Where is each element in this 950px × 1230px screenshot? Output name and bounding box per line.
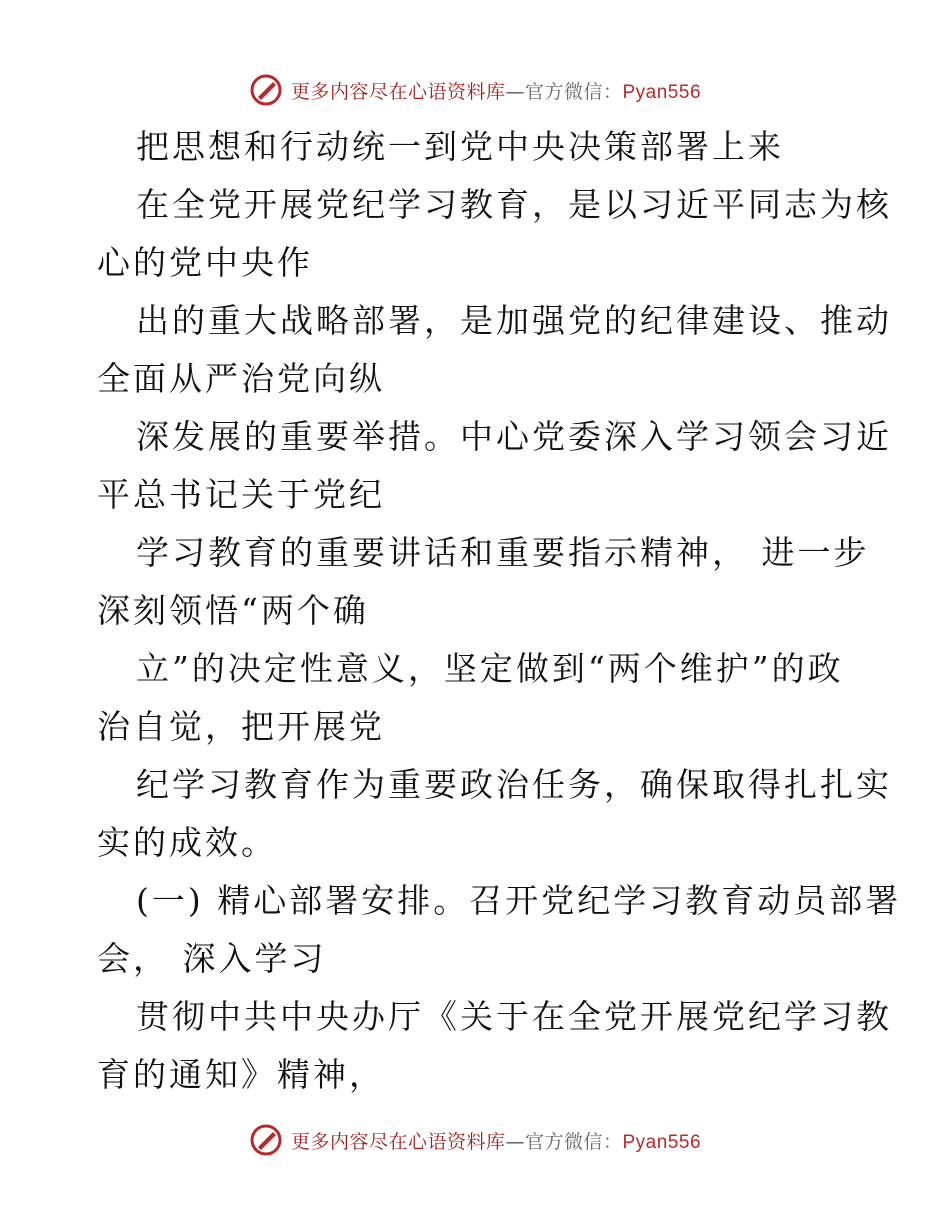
body-line: 心的党中央作	[97, 243, 313, 282]
body-line: 出的重大战略部署，是加强党的纪律建设、推动	[136, 301, 892, 340]
body-line: 全面从严治党向纵	[97, 359, 385, 398]
body-line: 纪学习教育作为重要政治任务，确保取得扎扎实	[136, 765, 892, 804]
body-line: 平总书记关于党纪	[97, 475, 385, 514]
watermark-wechat-id: Pyan556	[622, 81, 702, 103]
watermark-text	[291, 77, 701, 104]
body-line: 会， 深入学习	[97, 939, 327, 978]
body-line: 把思想和行动统一到党中央决策部署上来	[136, 127, 784, 166]
watermark-label: 官方微信：	[524, 1130, 623, 1153]
watermark-label: 官方微信：	[524, 80, 623, 103]
watermark-wechat-id: Pyan556	[622, 1131, 702, 1153]
body-line: 深发展的重要举措。中心党委深入学习领会习近	[136, 417, 892, 456]
footer-watermark	[0, 1120, 950, 1160]
watermark-dash: —	[505, 80, 525, 103]
brand-logo-icon	[249, 1123, 283, 1157]
body-line: 实的成效。	[97, 823, 277, 862]
body-line: 贯彻中共中央办厅《关于在全党开展党纪学习教	[136, 997, 892, 1036]
document-body	[97, 118, 902, 1104]
watermark-title: 更多内容尽在心语资料库	[290, 80, 506, 103]
body-line: 在全党开展党纪学习教育，是以习近平同志为核	[136, 185, 892, 224]
body-line: 育的通知》精神，	[97, 1055, 385, 1094]
header-watermark	[0, 70, 950, 110]
body-line: 深刻领悟“两个确	[97, 591, 369, 630]
brand-logo-icon	[249, 73, 283, 107]
body-line: 治自觉，把开展党	[97, 707, 385, 746]
body-line: 学习教育的重要讲话和重要指示精神， 进一步	[136, 533, 870, 572]
body-line: (一) 精心部署安排。召开党纪学习教育动员部署	[136, 881, 902, 920]
body-line: 立”的决定性意义，坚定做到“两个维护”的政	[136, 649, 844, 688]
watermark-dash: —	[505, 1130, 525, 1153]
watermark-text	[291, 1127, 701, 1154]
watermark-title: 更多内容尽在心语资料库	[290, 1130, 506, 1153]
